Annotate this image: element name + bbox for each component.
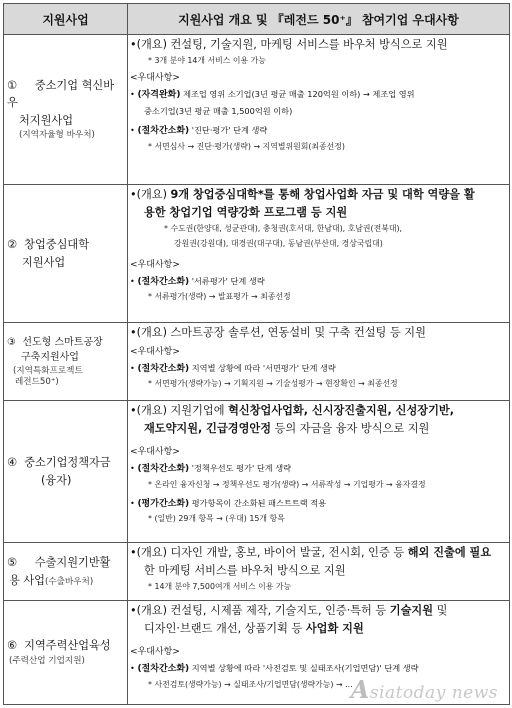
preference-detail: * 서면심사 → 진단·평가(생략) → 지역별위원회(최종선정) bbox=[148, 141, 345, 151]
row-number: ① bbox=[7, 78, 18, 92]
program-title: 중소기업정책자금 bbox=[24, 456, 111, 470]
program-title-cont: 처지원사업 bbox=[19, 113, 74, 127]
program-title: 중소기업 혁신바우 bbox=[7, 78, 115, 110]
program-title-cont: (융자) bbox=[41, 473, 72, 487]
overview-text-cont: 한 마케팅 서비스를 바우처 방식으로 지원 bbox=[144, 564, 346, 578]
watermark-logo: Asiatoday news bbox=[350, 675, 498, 704]
preference-item: • (절차간소화) '진단·평가' 단계 생략 bbox=[130, 125, 268, 137]
program-cell bbox=[4, 323, 128, 401]
preference-heading: <우대사항> bbox=[130, 73, 180, 84]
preference-heading: <우대사항> bbox=[130, 447, 180, 458]
program-cell bbox=[4, 601, 128, 705]
program-subtitle: (지역특화프로젝트 bbox=[13, 365, 83, 376]
overview-text-cont: 디자인·브랜드 개선, 상품기획 등 사업화 지원 bbox=[144, 622, 364, 636]
program-cell bbox=[4, 185, 128, 323]
overview-cell bbox=[128, 323, 510, 401]
preference-item: • (절차간소화) '서류평가' 단계 생략 bbox=[130, 275, 265, 287]
preference-detail: * 온라인 융자신청 → 정책우선도 평가(생략) → 서류작성 → 기업평가 → 융자결정 bbox=[148, 479, 426, 489]
program-subtitle: (지역자율형 바우처) bbox=[19, 129, 95, 140]
overview-cell bbox=[128, 185, 510, 323]
program-subtitle: 레전드50⁺) bbox=[15, 377, 59, 387]
preference-heading: <우대사항> bbox=[130, 647, 180, 658]
overview-text-cont: 재도약지원, 긴급경영안정 등의 자금을 융자 방식으로 지원 bbox=[144, 422, 430, 436]
overview-text-cont: 용한 창업기업 역량강화 프로그램 등 지원 bbox=[144, 206, 348, 220]
program-title: 선도형 스마트공장 bbox=[22, 336, 103, 348]
overview-cell bbox=[128, 401, 510, 543]
overview-text: •(개요) 디자인 개발, 홍보, 바이어 발굴, 전시회, 인증 등 해외 진출에 필요 bbox=[130, 546, 492, 559]
overview-detail: * 14개 분야 7,500여개 서비스 이용 가능 bbox=[148, 582, 292, 592]
overview-detail: * 3개 분야 14개 서비스 이용 가능 bbox=[148, 56, 266, 66]
preference-item: • (자격완화) 제조업 영위 소기업(3년 평균 매출 120억원 이하) → 제조업 영위 bbox=[130, 89, 415, 101]
row-number: ④ bbox=[7, 456, 18, 470]
program-title-cont: 구축지원사업 bbox=[21, 352, 79, 364]
table-row bbox=[4, 185, 510, 323]
preference-item: • (절차간소화) '정책우선도 평가' 단계 생략 bbox=[130, 463, 292, 475]
row-number: ② bbox=[7, 238, 18, 252]
table-row bbox=[4, 543, 510, 601]
program-title: 창업중심대학 bbox=[24, 238, 89, 252]
preference-detail: * 서면평가(생략가능) → 기획지원 → 기술성평가 → 현장확인 → 최종선정 bbox=[148, 379, 398, 389]
program-cell bbox=[4, 35, 128, 185]
table-row bbox=[4, 323, 510, 401]
program-cell bbox=[4, 543, 128, 601]
preference-detail: * (일반) 29개 항목 → (우대) 15개 항목 bbox=[148, 513, 285, 523]
preference-item-cont: 중소기업(3년 평균 매출 1,500억원 이하) bbox=[144, 105, 293, 116]
overview-cell bbox=[128, 543, 510, 601]
program-cell bbox=[4, 401, 128, 543]
preference-heading: <우대사항> bbox=[130, 347, 180, 358]
overview-text: •(개요) 9개 창업중심대학*를 통해 창업사업화 자금 및 대학 역량을 활 bbox=[130, 188, 475, 201]
row-number: ⑤ bbox=[7, 556, 18, 570]
overview-text: •(개요) 컨설팅, 기술지원, 마케팅 서비스를 바우처 방식으로 지원 bbox=[130, 38, 448, 51]
support-programs-table bbox=[3, 3, 510, 705]
header-program: 지원사업 bbox=[4, 4, 128, 35]
overview-detail: * 수도권(한양대, 성균관대), 충청권(호서대, 한남대), 호남권(전북대), bbox=[164, 224, 403, 234]
row-number: ③ bbox=[7, 336, 16, 348]
table-row bbox=[4, 401, 510, 543]
preference-item: • (평가간소화) 평가항목이 간소화된 패스트트랙 적용 bbox=[130, 497, 327, 509]
program-title-cont: 지원사업 bbox=[22, 255, 66, 269]
overview-text: •(개요) 컨설팅, 시제품 제작, 기술지도, 인증·특허 등 기술지원 및 bbox=[130, 604, 448, 617]
program-title: 수출지원기반활 bbox=[34, 556, 111, 570]
program-title: 지역주력산업육성 bbox=[24, 639, 111, 653]
program-title-cont: 용 사업 bbox=[9, 573, 45, 587]
preference-detail: * 사전검토(생략가능) → 실태조사/기업면담(생략가능) → ... bbox=[148, 679, 353, 689]
preference-item: • (절차간소화) 지역별 상황에 따라 '서면평가' 단계 생략 bbox=[130, 363, 336, 375]
preference-heading: <우대사항> bbox=[130, 259, 180, 270]
overview-detail: 강원권(강원대), 대경권(대구대), 동남권(부산대, 경상국립대) bbox=[174, 238, 383, 248]
preference-detail: * 서류평가(생략) → 발표평가 → 최종선정 bbox=[148, 292, 291, 301]
table-row bbox=[4, 35, 510, 185]
preference-item: • (절차간소화) 지역별 상황에 따라 '사전검토 및 실태조사(기업면담)' 단계 생략 bbox=[130, 663, 419, 675]
overview-cell bbox=[128, 35, 510, 185]
program-subtitle: (주력산업 기업지원) bbox=[9, 655, 85, 666]
overview-text: •(개요) 지원기업에 혁신창업사업화, 신시장진출지원, 신성장기반, bbox=[130, 404, 454, 417]
overview-text: •(개요) 스마트공장 솔루션, 연동설비 및 구축 컨설팅 등 지원 bbox=[130, 326, 426, 339]
program-subtitle: (수출바우처) bbox=[44, 576, 94, 587]
header-overview: 지원사업 개요 및 『레전드 50⁺』 참여기업 우대사항 bbox=[128, 4, 510, 35]
table-header-row bbox=[4, 4, 510, 35]
row-number: ⑥ bbox=[7, 639, 18, 653]
